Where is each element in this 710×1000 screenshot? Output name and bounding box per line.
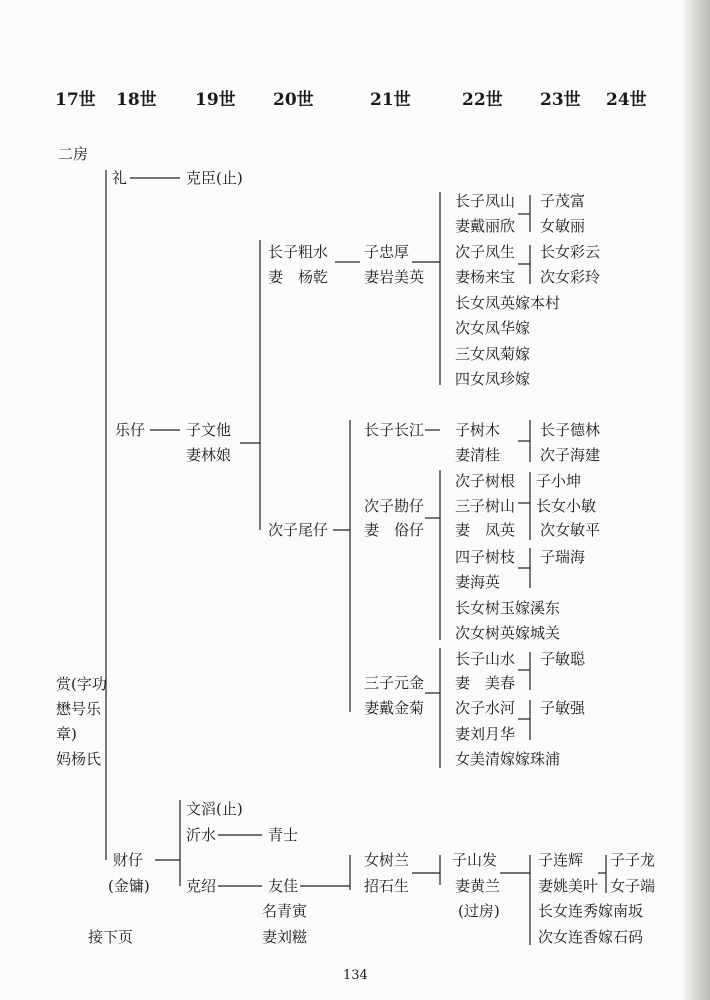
- spouse-dailixin: 妻戴丽欣: [455, 217, 516, 235]
- daughter-meiqing: 女美清嫁嫁珠浦: [455, 750, 561, 768]
- spouse-yangqian: 妻 杨乾: [268, 268, 329, 286]
- daughter-ziduan: 女子端: [610, 877, 656, 895]
- person-ruihai: 子瑞海: [540, 548, 586, 566]
- ancestor-line: 章): [56, 725, 77, 743]
- person-fengsheng: 次子凤生: [455, 243, 516, 261]
- daughter-fengzhen: 四女凤珍嫁: [455, 370, 531, 388]
- spouse-fengying: 妻 凤英: [455, 521, 516, 539]
- person-changjiang: 长子长江: [364, 421, 425, 439]
- person-shuzhi: 四子树枝: [455, 548, 516, 566]
- person-cushui: 长子粗水: [268, 243, 329, 261]
- person-kanzai: 次子勘仔: [364, 497, 425, 515]
- person-zilong: 子子龙: [610, 851, 656, 869]
- person-youjia-alias: 名青寅: [262, 902, 308, 920]
- person-zhonghou: 子忠厚: [364, 243, 410, 261]
- spouse-liuyuehua: 妻刘月华: [455, 725, 516, 743]
- person-shumu: 子树木: [455, 421, 501, 439]
- generation-20: 20世: [273, 90, 314, 110]
- person-youjia: 友佳: [268, 877, 299, 895]
- person-maofu: 子茂富: [540, 192, 586, 210]
- generation-22: 22世: [462, 90, 503, 110]
- person-mincong: 子敏聪: [540, 650, 586, 668]
- person-yishui: 沂水: [186, 826, 217, 844]
- person-lezai: 乐仔: [115, 421, 146, 439]
- generation-23: 23世: [540, 90, 581, 110]
- daughter-minping: 次女敏平: [540, 521, 601, 539]
- spouse-linniang: 妻林娘: [186, 446, 232, 464]
- person-yuanjin: 三子元金: [364, 674, 425, 692]
- person-xiaokun: 子小坤: [536, 472, 582, 490]
- person-shanfa: 子山发: [452, 851, 498, 869]
- page-number: 134: [343, 968, 368, 983]
- person-shulan: 女树兰: [364, 851, 410, 869]
- spouse-suzai: 妻 俗仔: [364, 521, 425, 539]
- daughter-caiyun: 长女彩云: [540, 243, 601, 261]
- person-lianhui: 子连辉: [538, 851, 584, 869]
- ancestor-line: 懋号乐: [56, 700, 102, 718]
- continued-note: 接下页: [88, 928, 134, 946]
- daughter-lianxiu: 长女连秀嫁南坂: [538, 902, 644, 920]
- spouse-haiying: 妻海英: [455, 573, 501, 591]
- person-li: 礼: [112, 169, 128, 187]
- person-shugen: 次子树根: [455, 472, 516, 490]
- branch-title: 二房: [58, 145, 89, 163]
- spouse-yanglaibao: 妻杨来宝: [455, 268, 516, 286]
- person-wentao: 文滔(止): [186, 800, 243, 818]
- daughter-minli: 女敏丽: [540, 217, 586, 235]
- person-delin: 长子德林: [540, 421, 601, 439]
- generation-24: 24世: [606, 90, 647, 110]
- generation-17: 17世: [55, 90, 96, 110]
- adoption-note: (过房): [458, 902, 500, 920]
- daughter-shuyu: 长女树玉嫁溪东: [455, 599, 561, 617]
- person-qingshi: 青士: [268, 826, 299, 844]
- person-kechen: 克臣(止): [186, 169, 243, 187]
- spouse-yaomeiye: 妻姚美叶: [538, 877, 599, 895]
- daughter-fengju: 三女凤菊嫁: [455, 345, 531, 363]
- daughter-xiaomin: 长女小敏: [536, 497, 597, 515]
- ancestor-line: 妈杨氏: [56, 750, 102, 768]
- spouse-zhaoshisheng: 招石生: [364, 877, 410, 895]
- person-keshao: 克绍: [186, 877, 217, 895]
- person-shushan: 三子树山: [455, 497, 516, 515]
- person-shuihe: 次子水河: [455, 699, 516, 717]
- daughter-fengying: 长女凤英嫁本村: [455, 294, 561, 312]
- daughter-shuying: 次女树英嫁城关: [455, 624, 561, 642]
- person-caizai-alias: (金镛): [108, 877, 150, 895]
- generation-21: 21世: [370, 90, 411, 110]
- spouse-liuci: 妻刘糍: [262, 928, 308, 946]
- person-shanshui: 长子山水: [455, 650, 516, 668]
- spouse-huanglan: 妻黄兰: [455, 877, 501, 895]
- person-weizai: 次子尾仔: [268, 521, 329, 539]
- spouse-qinggui: 妻清桂: [455, 446, 501, 464]
- generation-19: 19世: [195, 90, 236, 110]
- generation-18: 18世: [116, 90, 157, 110]
- person-fengshan: 长子凤山: [455, 192, 516, 210]
- person-haijian: 次子海建: [540, 446, 601, 464]
- person-wenta: 子文他: [186, 421, 232, 439]
- spouse-yanmeiying: 妻岩美英: [364, 268, 425, 286]
- person-minqiang: 子敏强: [540, 699, 586, 717]
- daughter-fenghua: 次女凤华嫁: [455, 319, 531, 337]
- ancestor-line: 赏(字功: [56, 675, 107, 693]
- spouse-daijinju: 妻戴金菊: [364, 699, 425, 717]
- daughter-lianxiang: 次女连香嫁石码: [538, 928, 644, 946]
- spouse-meichun: 妻 美春: [455, 674, 516, 692]
- daughter-cailing: 次女彩玲: [540, 268, 601, 286]
- person-caizai: 财仔: [113, 851, 144, 869]
